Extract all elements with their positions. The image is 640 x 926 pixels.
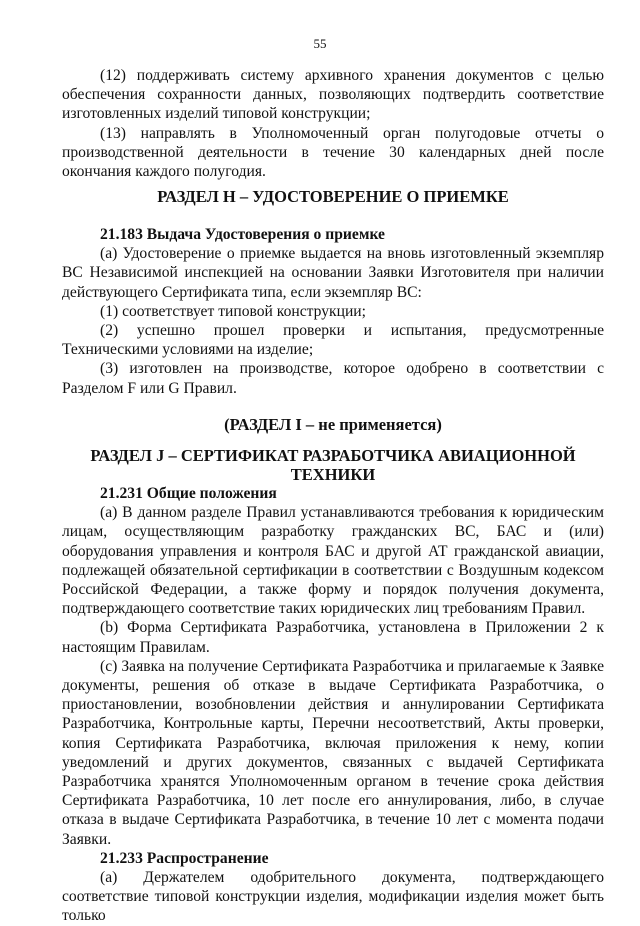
- section-j-item-c: (c) Заявка на получение Сертификата Разработчика и прилагаемые к Заявке документы, решения об отказе в выдаче Сертификата Разработчика, о приостановлении, возобновлении действия и аннулировании Сертификата Разработчика, Контрольные карты, Перечни несоответствий, Акты проверки, копия Сертификата Разработчика, включая приложения к нему, копии уведомлений и других документов, связанных с выдачей Сертификата Разработчика хранятся Уполномоченным органом в течение срока действия Сертификата Разработчика, 10 лет после его аннулирования, либо, в случае отказа в выдаче Сертификата Разработчика, в течение 10 лет с момента подачи Заявки.: [62, 657, 604, 848]
- section-h-item-3: (3) изготовлен на производстве, которое одобрено в соответствии с Разделом F или G Правил.: [62, 360, 604, 397]
- subsection-21-231: 21.231 Общие положения: [100, 485, 277, 502]
- item-12: (12) поддерживать систему архивного хранения документов с целью обеспечения сохранности данных, позволяющих подтвердить соответствие изготовленных изделий типовой конструкции;: [62, 67, 604, 123]
- section-h-heading: [62, 187, 604, 206]
- section-h-body: [62, 225, 604, 398]
- section-h-item-a: (a) Удостоверение о приемке выдается на вновь изготовленный экземпляр ВС Независимой инспекцией на основании Заявки Изготовителя при наличии действующего Сертификата типа, если экземпляр ВС:: [62, 245, 604, 301]
- section-j-body: [62, 484, 604, 926]
- page-number: 55: [313, 36, 327, 51]
- section-j-heading: [62, 446, 604, 484]
- intro-list: [62, 66, 604, 181]
- section-j-233-item-a: (a) Держателем одобрительного документа, подтверждающего соответствие типовой конструкции изделия, модификации изделия может быть только: [62, 869, 604, 925]
- section-i-heading: [62, 415, 604, 434]
- section-j-item-b: (b) Форма Сертификата Разработчика, установлена в Приложении 2 к настоящим Правилам.: [62, 619, 604, 656]
- section-j-title: РАЗДЕЛ J – СЕРТИФИКАТ РАЗРАБОТЧИКА АВИАЦИОННОЙ ТЕХНИКИ: [90, 446, 576, 485]
- item-13: (13) направлять в Уполномоченный орган полугодовые отчеты о производственной деятельности в течение 30 календарных дней после окончания каждого полугодия.: [62, 124, 604, 181]
- section-h-title: РАЗДЕЛ H – УДОСТОВЕРЕНИЕ О ПРИЕМКЕ: [157, 187, 509, 206]
- section-h-item-1: (1) соответствует типовой конструкции;: [100, 302, 366, 320]
- section-j-item-a: (a) В данном разделе Правил устанавливаются требования к юридическим лицам, осуществляющим разработку гражданских ВС, БАС и (или) оборудования управления и контроля БАС и другой АТ гражданской авиации, подлежащей обязательной сертификации в соответствии с Воздушным кодексом Российской Федерации, а также форму и порядок получения документа, подтверждающего соответствие таких юридических лиц требованиям Правил.: [62, 504, 604, 618]
- section-h-item-2: (2) успешно прошел проверки и испытания, предусмотренные Техническими условиями на изделие;: [62, 322, 604, 359]
- subsection-21-183: 21.183 Выдача Удостоверения о приемке: [100, 226, 385, 243]
- subsection-21-233: 21.233 Распространение: [100, 849, 269, 867]
- section-i-title: (РАЗДЕЛ I – не применяется): [224, 415, 442, 434]
